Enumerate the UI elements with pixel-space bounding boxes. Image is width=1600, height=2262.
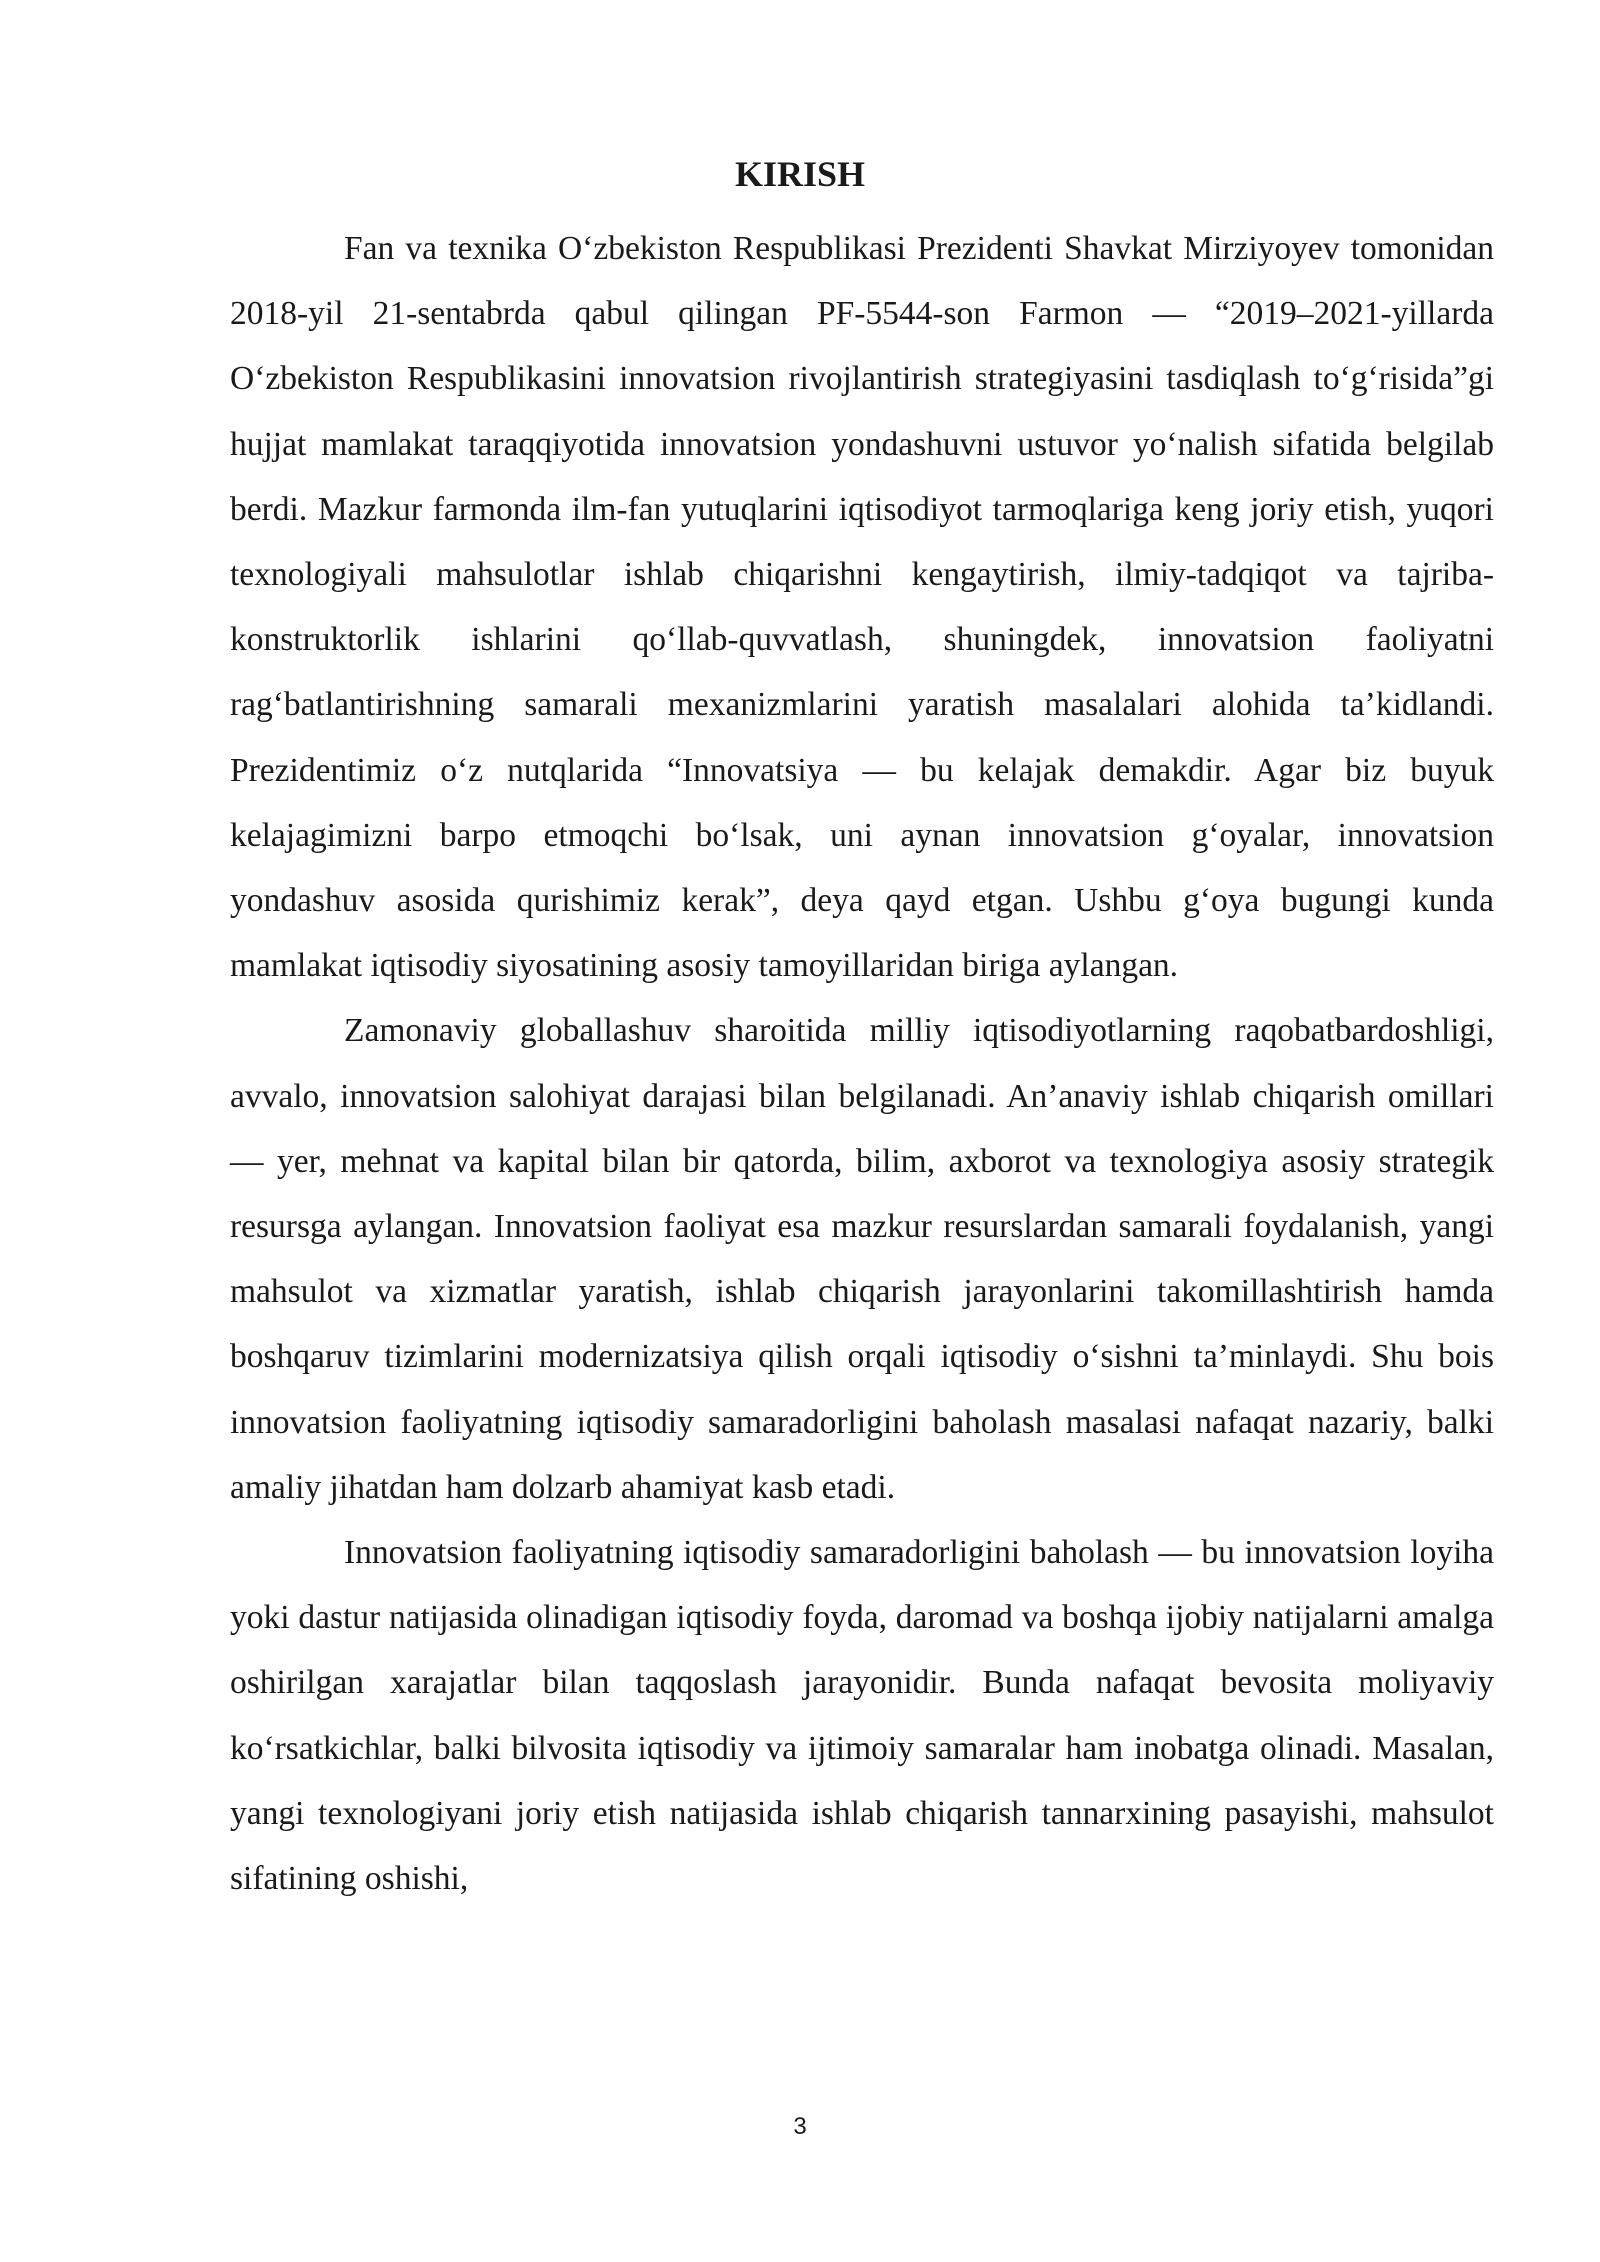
body-text — [230, 216, 1494, 1911]
paragraph-3: Innovatsion faoliyatning iqtisodiy samaradorligini baholash — bu innovatsion loyiha yoki dastur natijasida olinadigan iqtisodiy foyda, daromad va boshqa ijobiy natijalarni amalga oshirilgan xarajatlar bilan taqqoslash jarayonidir. Bunda nafaqat bevosita moliyaviy ko‘rsatkichlar, balki bilvosita iqtisodiy va ijtimoiy samaralar ham inobatga olinadi. Masalan, yangi texnologiyani joriy etish natijasida ishlab chiqarish tannarxining pasayishi, mahsulot sifatining oshishi, — [230, 1534, 1494, 1898]
page-title: KIRISH — [734, 154, 866, 194]
paragraph-1: Fan va texnika O‘zbekiston Respublikasi Prezidenti Shavkat Mirziyoyev tomonidan 2018-yil 21-sentabrda qabul qilingan PF-5544-son Farmon — “2019–2021-yillarda O‘zbekiston Respublikasini innovatsion rivojlantirish strategiyasini tasdiqlash to‘g‘risida”gi hujjat mamlakat taraqqiyotida innovatsion yondashuvni ustuvor yo‘nalish sifatida belgilab berdi. Mazkur farmonda ilm-fan yutuqlarini iqtisodiyot tarmoqlariga keng joriy etish, yuqori texnologiyali mahsulotlar ishlab chiqarishni kengaytirish, ilmiy-tadqiqot va tajriba-konstruktorlik ishlarini qo‘llab-quvvatlash, shuningdek, innovatsion faoliyatni rag‘batlantirishning samarali mexanizmlarini yaratish masalalari alohida ta’kidlandi. Prezidentimiz o‘z nutqlarida “Innovatsiya — bu kelajak demakdir. Agar biz buyuk kelajagimizni barpo etmoqchi bo‘lsak, uni aynan innovatsion g‘oyalar, innovatsion yondashuv asosida qurishimiz kerak”, deya qayd etgan. Ushbu g‘oya bugungi kunda mamlakat iqtisodiy siyosatining asosiy tamoyillaridan biriga aylangan. — [230, 230, 1494, 985]
paragraph-2: Zamonaviy globallashuv sharoitida milliy iqtisodiyotlarning raqobatbardoshligi, avvalo, innovatsion salohiyat darajasi bilan belgilanadi. An’anaviy ishlab chiqarish omillari — yer, mehnat va kapital bilan bir qatorda, bilim, axborot va texnologiya asosiy strategik resursga aylangan. Innovatsion faoliyat esa mazkur resurslardan samarali foydalanish, yangi mahsulot va xizmatlar yaratish, ishlab chiqarish jarayonlarini takomillashtirish hamda boshqaruv tizimlarini modernizatsiya qilish orqali iqtisodiy o‘sishni ta’minlaydi. Shu bois innovatsion faoliyatning iqtisodiy samaradorligini baholash masalasi nafaqat nazariy, balki amaliy jihatdan ham dolzarb ahamiyat kasb etadi. — [230, 1012, 1494, 1506]
page-number: 3 — [793, 2113, 807, 2140]
